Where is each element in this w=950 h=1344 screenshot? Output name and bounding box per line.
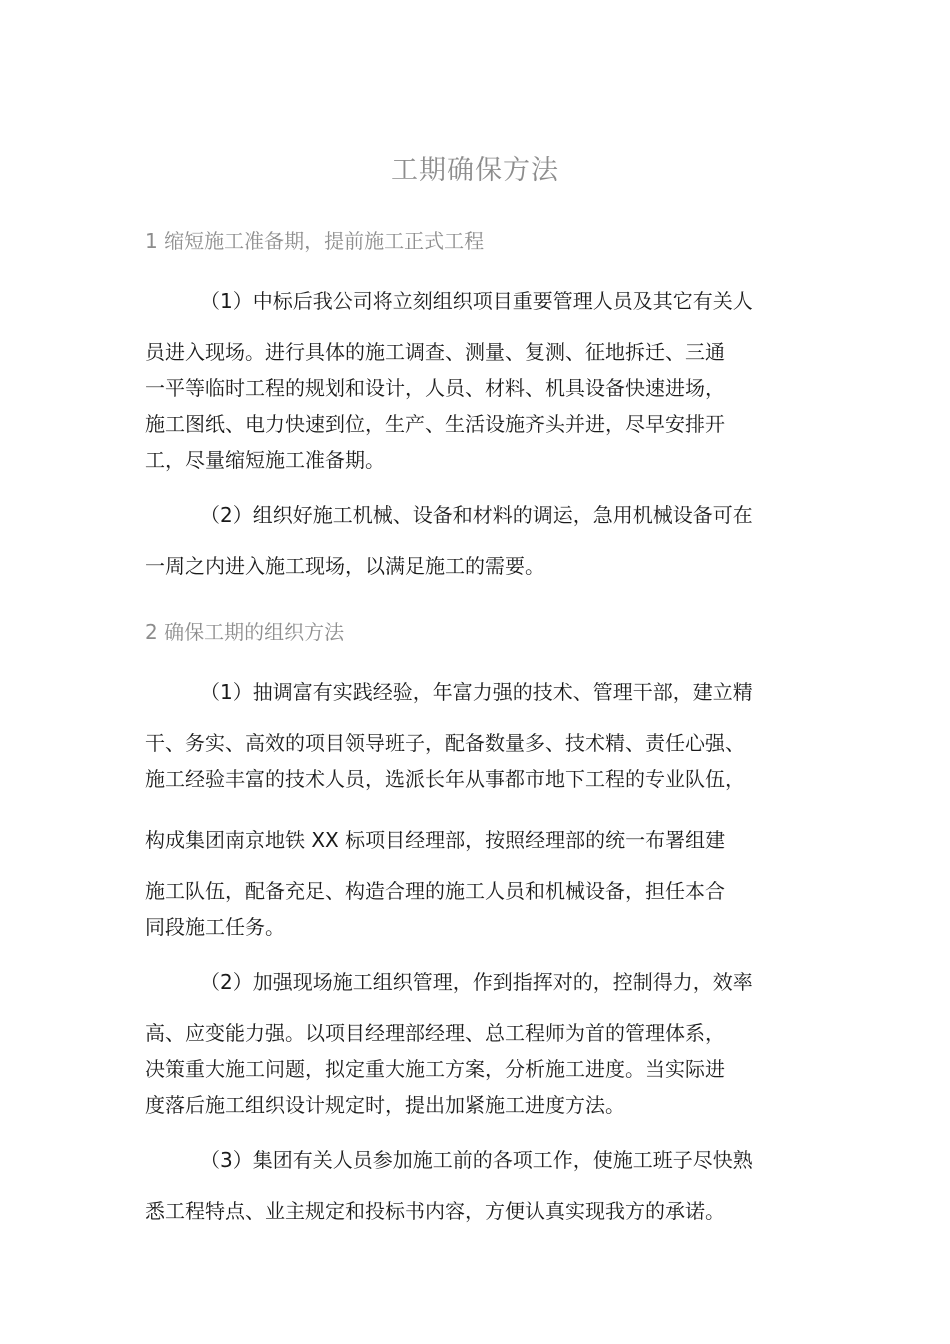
section-heading-1: 1 缩短施工准备期，提前施工正式工程 xyxy=(145,229,485,253)
text-line: 悉工程特点、业主规定和投标书内容，方便认真实现我方的承诺。 xyxy=(145,1199,725,1223)
text-line: 工，尽量缩短施工准备期。 xyxy=(145,448,385,472)
page-title: 工期确保方法 xyxy=(391,155,559,186)
text-line: 施工队伍，配备充足、构造合理的施工人员和机械设备，担任本合 xyxy=(145,879,725,903)
text-line: 一周之内进入施工现场，以满足施工的需要。 xyxy=(145,554,545,578)
text-line: （2）组织好施工机械、设备和材料的调运，急用机械设备可在 xyxy=(200,503,753,527)
text-line: 施工经验丰富的技术人员，选派长年从事都市地下工程的专业队伍， xyxy=(145,767,745,791)
text-line: 施工图纸、电力快速到位，生产、生活设施齐头并进，尽早安排开 xyxy=(145,412,725,436)
text-line: 构成集团南京地铁 XX 标项目经理部，按照经理部的统一布署组建 xyxy=(145,828,726,852)
text-line: 同段施工任务。 xyxy=(145,915,285,939)
text-line: 一平等临时工程的规划和设计，人员、材料、机具设备快速进场， xyxy=(145,376,725,400)
text-line: （2）加强现场施工组织管理，作到指挥对的，控制得力，效率 xyxy=(200,970,753,994)
section-heading-2: 2 确保工期的组织方法 xyxy=(145,620,345,644)
text-line: （1）抽调富有实践经验，年富力强的技术、管理干部，建立精 xyxy=(200,680,753,704)
text-line: 干、务实、高效的项目领导班子，配备数量多、技术精、责任心强、 xyxy=(145,731,745,755)
text-line: 员进入现场。进行具体的施工调查、测量、复测、征地拆迁、三通 xyxy=(145,340,725,364)
text-line: （1）中标后我公司将立刻组织项目重要管理人员及其它有关人 xyxy=(200,289,753,313)
text-line: 决策重大施工问题，拟定重大施工方案，分析施工进度。当实际进 xyxy=(145,1057,725,1081)
text-line: 度落后施工组织设计规定时，提出加紧施工进度方法。 xyxy=(145,1093,625,1117)
text-line: （3）集团有关人员参加施工前的各项工作，使施工班子尽快熟 xyxy=(200,1148,753,1172)
text-line: 高、应变能力强。以项目经理部经理、总工程师为首的管理体系， xyxy=(145,1021,725,1045)
